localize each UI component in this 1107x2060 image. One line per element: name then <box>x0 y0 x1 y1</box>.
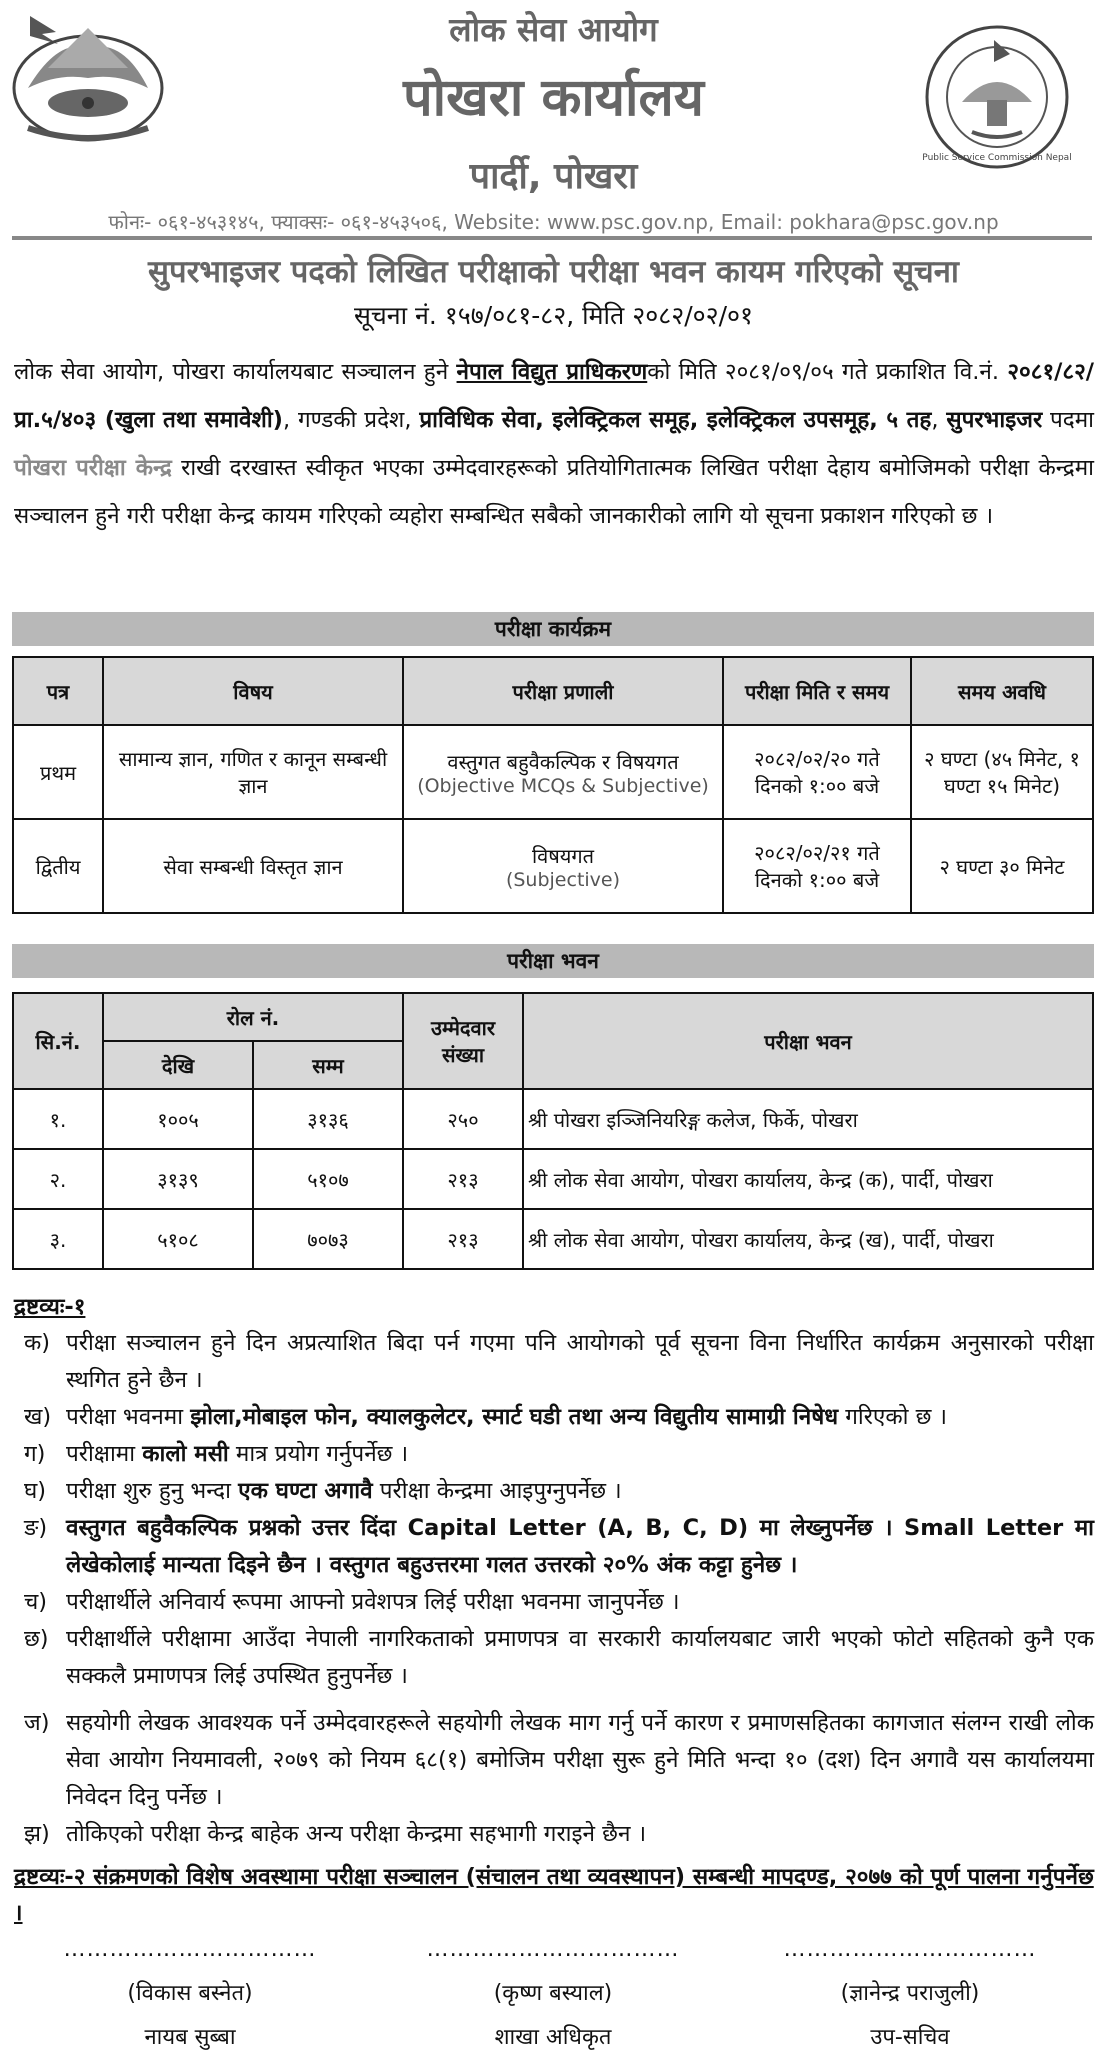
table-row: द्वितीय सेवा सम्बन्धी विस्तृत ज्ञान विषयगत (Subjective) २०८२/०२/२१ गते दिनको १:०० बजे २ घण्टा ३० मिनेट <box>13 819 1093 913</box>
schedule-banner: परीक्षा कार्यक्रम <box>12 612 1094 646</box>
schedule-table <box>12 656 1094 914</box>
note-item: घ) परीक्षा शुरु हुनु भन्दा एक घण्टा अगावै परीक्षा केन्द्रमा आइपुग्नुपर्नेछ । <box>24 1478 622 1504</box>
signatory-title: शाखा अधिकृत <box>494 2025 612 2050</box>
signatory-name: (कृष्ण बस्याल) <box>493 1981 613 2006</box>
agency-name: नेपाल विद्युत प्राधिकरण <box>456 359 648 385</box>
notice-reference: सूचना नं. १५७/०८१-८२, मिति २०८२/०२/०१ <box>353 301 754 330</box>
note-item: झ) तोकिएको परीक्षा केन्द्र बाहेक अन्य परीक्षा केन्द्रमा सहभागी गराइने छैन । <box>24 1821 647 1847</box>
note-item: च) परीक्षार्थीले अनिवार्य रूपमा आफ्नो प्रवेशपत्र लिई परीक्षा भवनमा जानुपर्नेछ । <box>24 1589 680 1615</box>
schedule-header: परीक्षा प्रणाली <box>403 657 723 725</box>
table-row: ३. ५१०८ ७०७३ २१३ श्री लोक सेवा आयोग, पोखरा कार्यालय, केन्द्र (ख), पार्दी, पोखरा <box>13 1209 1093 1269</box>
venue-banner: परीक्षा भवन <box>12 944 1094 978</box>
note-item: ख) परीक्षा भवनमा झोला,मोबाइल फोन, क्यालकुलेटर, स्मार्ट घडी तथा अन्य विद्युतीय सामाग्री निषेध गरिएको छ । <box>24 1404 948 1430</box>
post-name: सुपरभाइजर <box>946 407 1043 433</box>
org-name: लोक सेवा आयोग <box>449 10 658 49</box>
schedule-header: समय अवधि <box>911 657 1093 725</box>
venue-table: सि.नं. रोल नं. उम्मेदवार संख्या परीक्षा भवन देखि सम्म १. १००५ ३१३६ २५० श्री पोखरा इञ्जिनियरिङ्ग कलेज, फिर्के, पोखरा २. ३१३९ ५१०७ २१३ श्री लोक सेवा आयोग, पोखरा कार्यालय, केन्द्र (क), पार्दी, पोखरा ३. ५१०८ ७०७३ २१३ श्री लोक सेवा आयोग, पोखरा कार्यालय, केन्द्र (ख), पार्दी, पोखरा <box>12 992 1094 1270</box>
notes-heading: द्रष्टव्यः-१ <box>14 1294 86 1320</box>
note-item: क) परीक्षा सञ्चालन हुने दिन अप्रत्याशित बिदा पर्न गएमा पनि आयोगको पूर्व सूचना विना निर्धारित कार्यक्रम अनुसारको परीक्षा स्थगित हुने छैन । <box>24 1330 1094 1393</box>
table-row: १. १००५ ३१३६ २५० श्री पोखरा इञ्जिनियरिङ्ग कलेज, फिर्के, पोखरा <box>13 1089 1093 1149</box>
office-name: पोखरा कार्यालय <box>403 68 704 128</box>
note-item: ग) परीक्षामा कालो मसी मात्र प्रयोग गर्नुपर्नेछ । <box>24 1441 409 1467</box>
note-item: ङ) वस्तुगत बहुवैकल्पिक प्रश्नको उत्तर दिंदा Capital Letter (A, B, C, D) मा लेख्नुपर्नेछ । Small Letter मा लेखेकोलाई मान्यता दिइने छैन । वस्तुगत बहुउत्तरमा गलत उत्तरको २०% अंक कट्टा हुनेछ । <box>24 1515 1094 1578</box>
notice-title: सुपरभाइजर पदको लिखित परीक्षाको परीक्षा भवन कायम गरिएको सूचना <box>148 254 959 290</box>
table-row: २. ३१३९ ५१०७ २१३ श्री लोक सेवा आयोग, पोखरा कार्यालय, केन्द्र (क), पार्दी, पोखरा <box>13 1149 1093 1209</box>
header-divider <box>12 236 1092 240</box>
seal-text: Public Service Commission Nepal <box>922 153 1072 163</box>
signature-block: …………………………… (कृष्ण बस्याल) शाखा अधिकृत <box>403 1928 703 2060</box>
contact-line: फोनः- ०६१-४५३१४५, फ्याक्सः- ०६१-४५३५०६, Website: www.psc.gov.np, Email: pokhara@psc.gov.np <box>108 210 999 234</box>
schedule-header: विषय <box>103 657 403 725</box>
exam-centre: पोखरा परीक्षा केन्द्र <box>14 455 172 481</box>
signatory-name: (विकास बस्नेत) <box>127 1981 253 2006</box>
note-item: ज) सहयोगी लेखक आवश्यक पर्ने उम्मेदवारहरूले सहयोगी लेखक माग गर्नु पर्ने कारण र प्रमाणसहितका कागजात संलग्न राखी लोक सेवा आयोग नियमावली, २०७९ को नियम ६८(१) बमोजिम परीक्षा सुरू हुने मिति भन्दा १० (दश) दिन अगावै यस कार्यालयमा निवेदन दिनु पर्नेछ । <box>24 1710 1094 1810</box>
signatory-name: (ज्ञानेन्द्र पराजुली) <box>840 1981 980 2006</box>
intro-paragraph: लोक सेवा आयोग, पोखरा कार्यालयबाट सञ्चालन हुने नेपाल विद्युत प्राधिकरणको मिति २०८१/०९/०५ गते प्रकाशित वि.नं. २०८१/८२/प्रा.५/४०३ (खुला तथा समावेशी), गण्डकी प्रदेश, प्राविधिक सेवा, इलेक्ट्रिकल समूह, इलेक्ट्रिकल उपसमूह, ५ तह, सुपरभाइजर पदमा पोखरा परीक्षा केन्द्र राखी दरखास्त स्वीकृत भएका उम्मेदवारहरूको प्रतियोगितात्मक लिखित परीक्षा देहाय बमोजिमको परीक्षा केन्द्रमा सञ्चालन हुने गरी परीक्षा केन्द्र कायम गरिएको व्यहोरा सम्बन्धित सबैको जानकारीको लागि यो सूचना प्रकाशन गरिएको छ । <box>14 359 1094 529</box>
table-row: प्रथम सामान्य ज्ञान, गणित र कानून सम्बन्धी ज्ञान वस्तुगत बहुवैकल्पिक र विषयगत (Objective MCQs & Subjective) २०८२/०२/२० गते दिनको १:०० बजे २ घण्टा (४५ मिनेट, १ घण्टा १५ मिनेट) <box>13 725 1093 819</box>
schedule-header: पत्र <box>13 657 103 725</box>
schedule-header: परीक्षा मिति र समय <box>723 657 911 725</box>
signature-block: …………………………… (ज्ञानेन्द्र पराजुली) उप-सचिव <box>760 1928 1060 2060</box>
signature-block: …………………………… (विकास बस्नेत) नायब सुब्बा <box>40 1928 340 2060</box>
note-item: छ) परीक्षार्थीले परीक्षामा आउँदा नेपाली नागरिकताको प्रमाणपत्र वा सरकारी कार्यालयबाट जारी भएको फोटो सहितको कुनै एक सक्कलै प्रमाणपत्र लिई उपस्थित हुनुपर्नेछ । <box>24 1626 1094 1689</box>
service-group: प्राविधिक सेवा, इलेक्ट्रिकल समूह, इलेक्ट्रिकल उपसमूह, ५ तह <box>419 407 932 433</box>
notes-section <box>14 1290 1094 1931</box>
signatory-title: नायब सुब्बा <box>144 2025 236 2050</box>
notes-second: द्रष्टव्यः-२ संक्रमणको विशेष अवस्थामा परीक्षा सञ्चालन (संचालन तथा व्यवस्थापन) सम्बन्धी मापदण्ड, २०७७ को पूर्ण पालना गर्नुपर्नेछ । <box>14 1864 1094 1926</box>
signatory-title: उप-सचिव <box>870 2025 950 2050</box>
advertisement-number: २०८१/८२/प्रा.५/४०३ (खुला तथा समावेशी) <box>14 359 1094 433</box>
office-location: पार्दी, पोखरा <box>469 156 638 197</box>
